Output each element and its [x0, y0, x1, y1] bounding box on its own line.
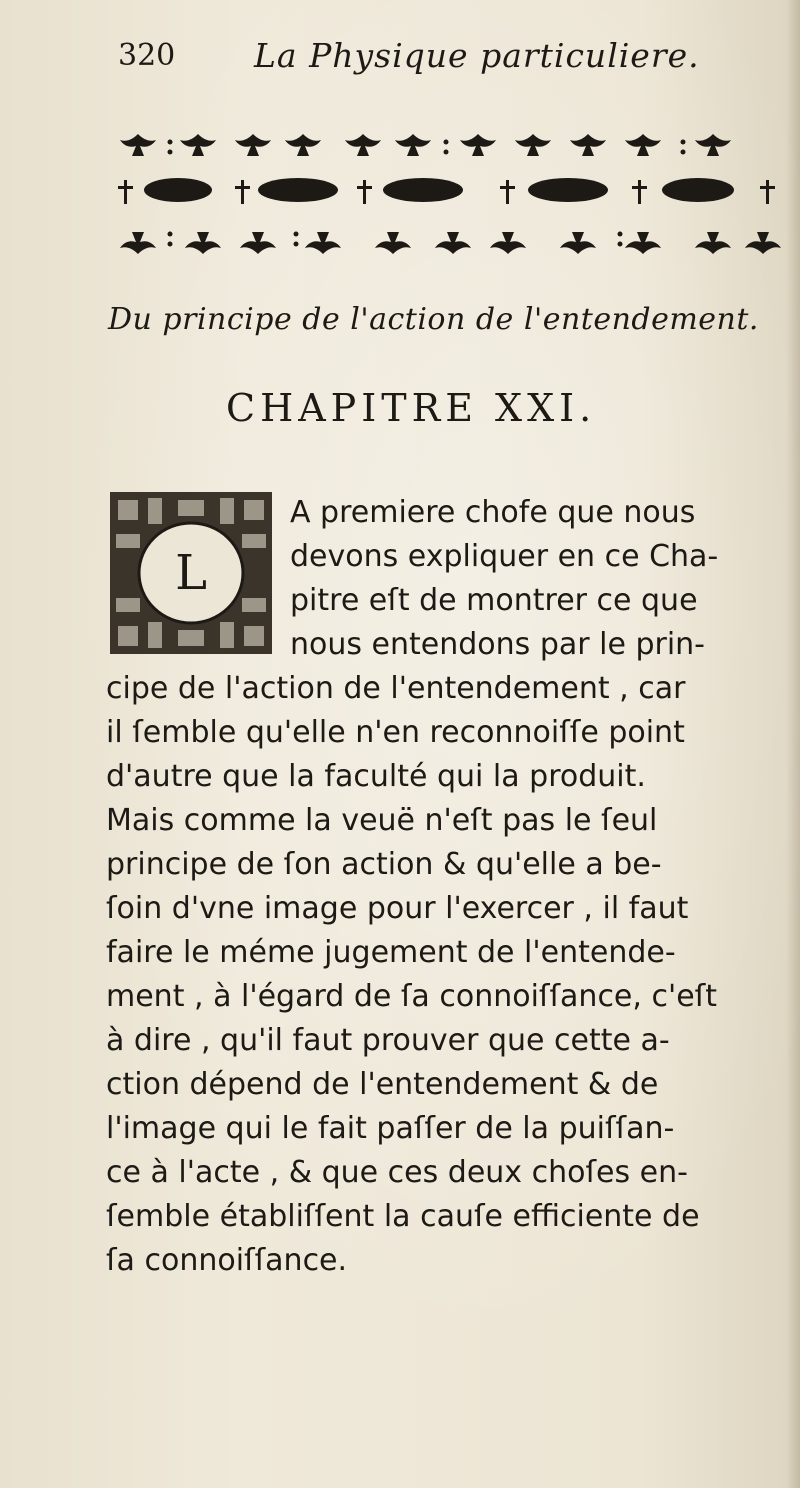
- running-title: La Physique particuliere.: [254, 36, 700, 75]
- body-line: ſoin d'vne image pour l'exercer , il faut: [106, 891, 689, 926]
- body-line: principe de ſon action & qu'elle a be-: [106, 847, 662, 882]
- body-line: Mais comme la veuë n'eſt pas le ſeul: [106, 803, 658, 838]
- body-line: faire le méme jugement de l'entende-: [106, 935, 676, 970]
- ornamental-initial: [108, 490, 274, 656]
- body-line: d'autre que la faculté qui la produit.: [106, 759, 646, 794]
- body-line: pitre eſt de montrer ce que: [290, 583, 698, 618]
- page-edge-shadow: [786, 0, 800, 1488]
- body-line: ſa connoiſſance.: [106, 1243, 348, 1278]
- body-line: ction dépend de l'entendement & de: [106, 1067, 659, 1102]
- body-line: il ſemble qu'elle n'en reconnoiſſe point: [106, 715, 685, 750]
- body-line: ſemble établiſſent la cauſe efficiente de: [106, 1199, 700, 1234]
- body-line: devons expliquer en ce Cha-: [290, 539, 719, 574]
- body-line: cipe de l'action de l'entendement , car: [106, 671, 686, 706]
- fleuron-row-middle: [118, 178, 775, 204]
- body-line: nous entendons par le prin-: [290, 627, 706, 662]
- fleuron-ornament-band: [118, 124, 788, 284]
- fleuron-row-top: [120, 134, 731, 156]
- section-title: Du principe de l'action de l'entendement.: [108, 302, 759, 337]
- chapter-heading: CHAPITRE XXI.: [226, 386, 597, 430]
- body-line: l'image qui le fait paſſer de la puiſſan-: [106, 1111, 675, 1146]
- body-line: ce à l'acte , & que ces deux choſes en-: [106, 1155, 688, 1190]
- page-header: [118, 32, 718, 82]
- fleuron-row-bottom: [120, 232, 781, 255]
- body-line: A premiere chofe que nous: [290, 495, 696, 530]
- body-line: à dire , qu'il faut prouver que cette a-: [106, 1023, 670, 1058]
- body-line: ment , à l'égard de ſa connoiſſance, c'eſt: [106, 979, 717, 1014]
- initial-letter: L: [175, 545, 207, 601]
- page-number: 320: [118, 38, 176, 73]
